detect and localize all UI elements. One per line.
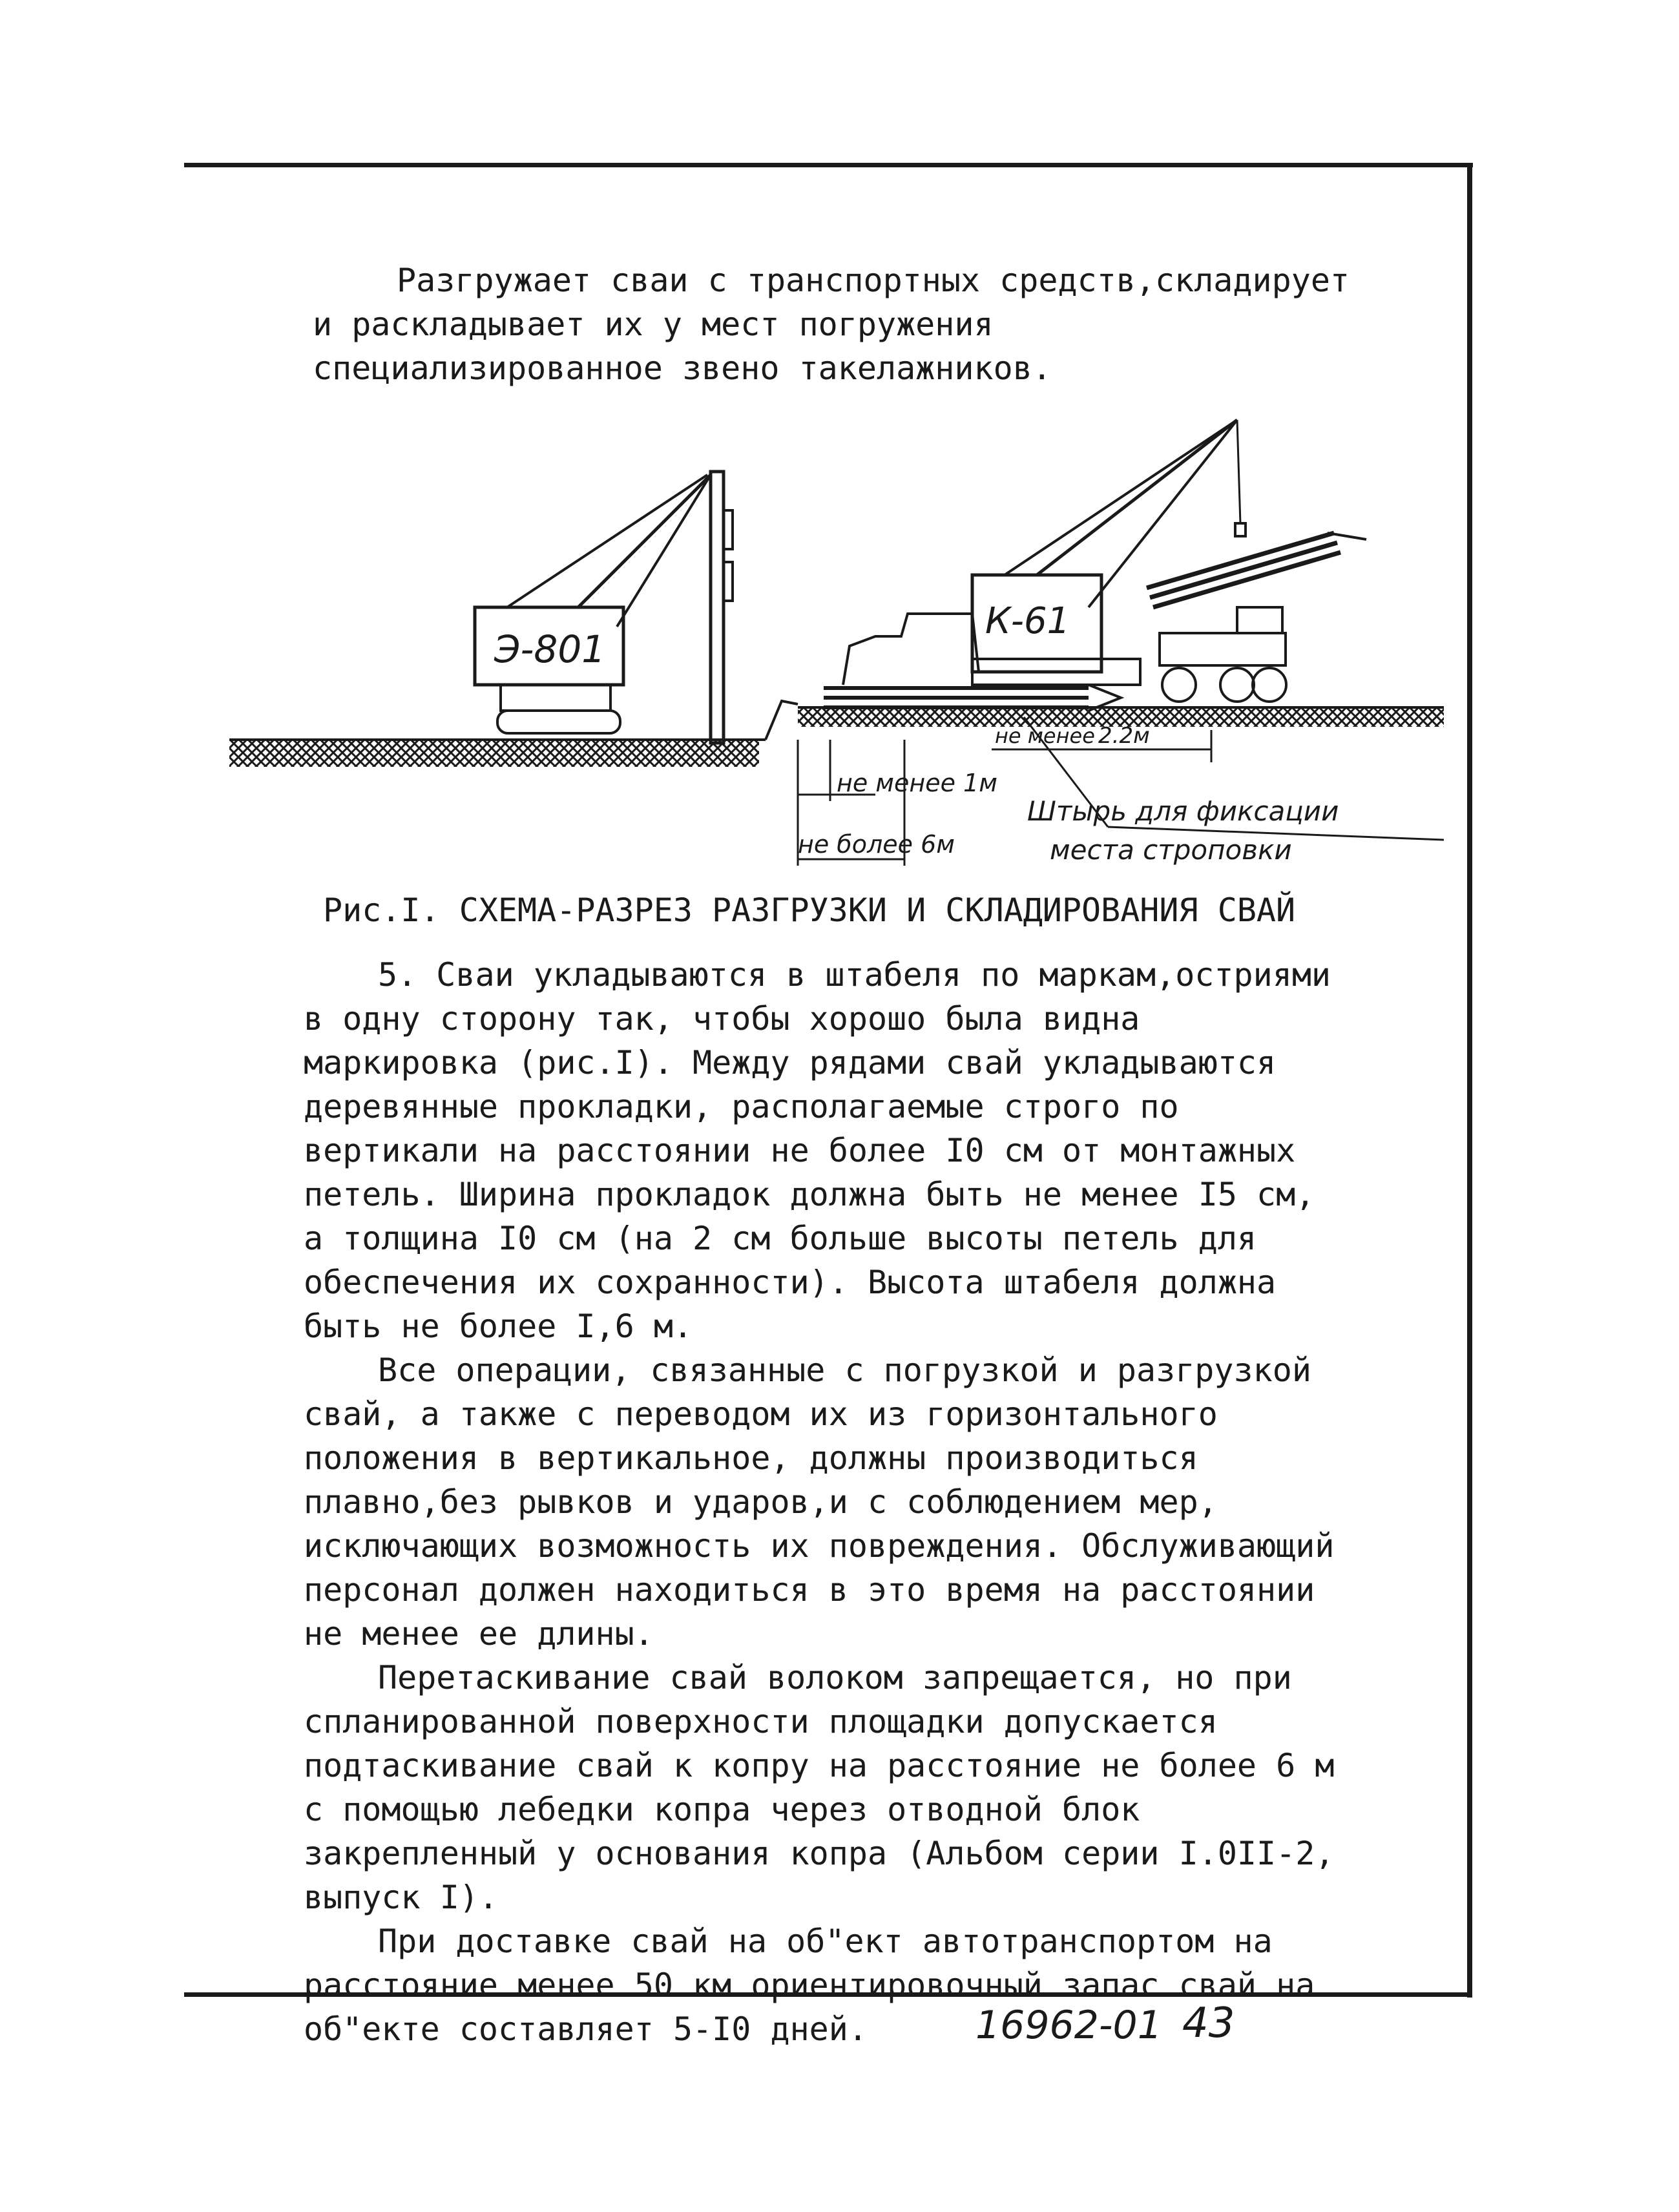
- paragraph-delivery: При доставке свай на об"ект автотранспортом на расстояние менее 50 км ориентировочный запас свай на об"екте составляет 5-I0 дней.: [304, 1923, 1315, 2048]
- figure-caption: Рис.I. СХЕМА-РАЗРЕЗ РАЗГРУЗКИ И СКЛАДИРОВАНИЯ СВАЙ: [323, 892, 1296, 929]
- label-pile-driver: Э-801: [494, 627, 606, 671]
- body-text: [304, 953, 1337, 2051]
- pile-driver-e801: [475, 472, 733, 743]
- pile-stack: [824, 685, 1121, 711]
- truck-crane-k61: [843, 420, 1366, 702]
- figure-drawing: [229, 413, 1444, 892]
- page-frame-top: [184, 163, 1473, 167]
- label-max-6m: не более 6м: [798, 830, 955, 859]
- label-min-1m: не менее 1м: [837, 769, 997, 797]
- figure-unloading-scheme: [229, 413, 1444, 892]
- paragraph-operations: Все операции, связанные с погрузкой и разгрузкой свай, а также с переводом их из горизонтального положения в вертикальное, должны производиться плавно,без рывков и ударов,и с соблюдением мер, исключающих возможность их повреждения. Обслуживающий персонал должен находиться в это время на расстоянии не менее ее длины.: [304, 1351, 1335, 1653]
- label-2-2m: 2.2м: [1098, 723, 1150, 749]
- page-frame-right: [1467, 163, 1472, 1998]
- label-pin-line2: места строповки: [1050, 834, 1292, 866]
- label-crane: К-61: [985, 600, 1070, 642]
- intro-paragraph: [313, 258, 1359, 390]
- ground-hatch-left: [229, 740, 759, 767]
- footer-page-number: 43: [1182, 1999, 1235, 2047]
- label-pin-line1: Штырь для фиксации: [1027, 795, 1339, 827]
- footer-document-code: 16962-01: [975, 2003, 1162, 2048]
- paragraph-5: 5. Сваи укладываются в штабеля по маркам,остриями в одну сторону так, чтобы хорошо была видна маркировка (рис.I). Между рядами свай укладываются деревянные прокладки, располагаемые строго по вертикали на расстоянии не более I0 см от монтажных петель. Ширина прокладок должна быть не менее I5 см, а толщина I0 см (на 2 см больше высоты петель для обеспечения их сохранности). Высота штабеля должна быть не более I,6 м.: [304, 956, 1331, 1345]
- label-min-2-2m: не менее: [995, 724, 1095, 748]
- paragraph-dragging: Перетаскивание свай волоком запрещается, но при спланированной поверхности площадки допускается подтаскивание свай к копру на расстояние не более 6 м с помощью лебедки копра через отводной блок закрепленный у основания копра (Альбом серии I.0II-2, выпуск I).: [304, 1659, 1335, 1916]
- intro-text: Разгружает сваи с транспортных средств,складирует и раскладывает их у мест погружения специализированное звено такелажников.: [313, 262, 1350, 387]
